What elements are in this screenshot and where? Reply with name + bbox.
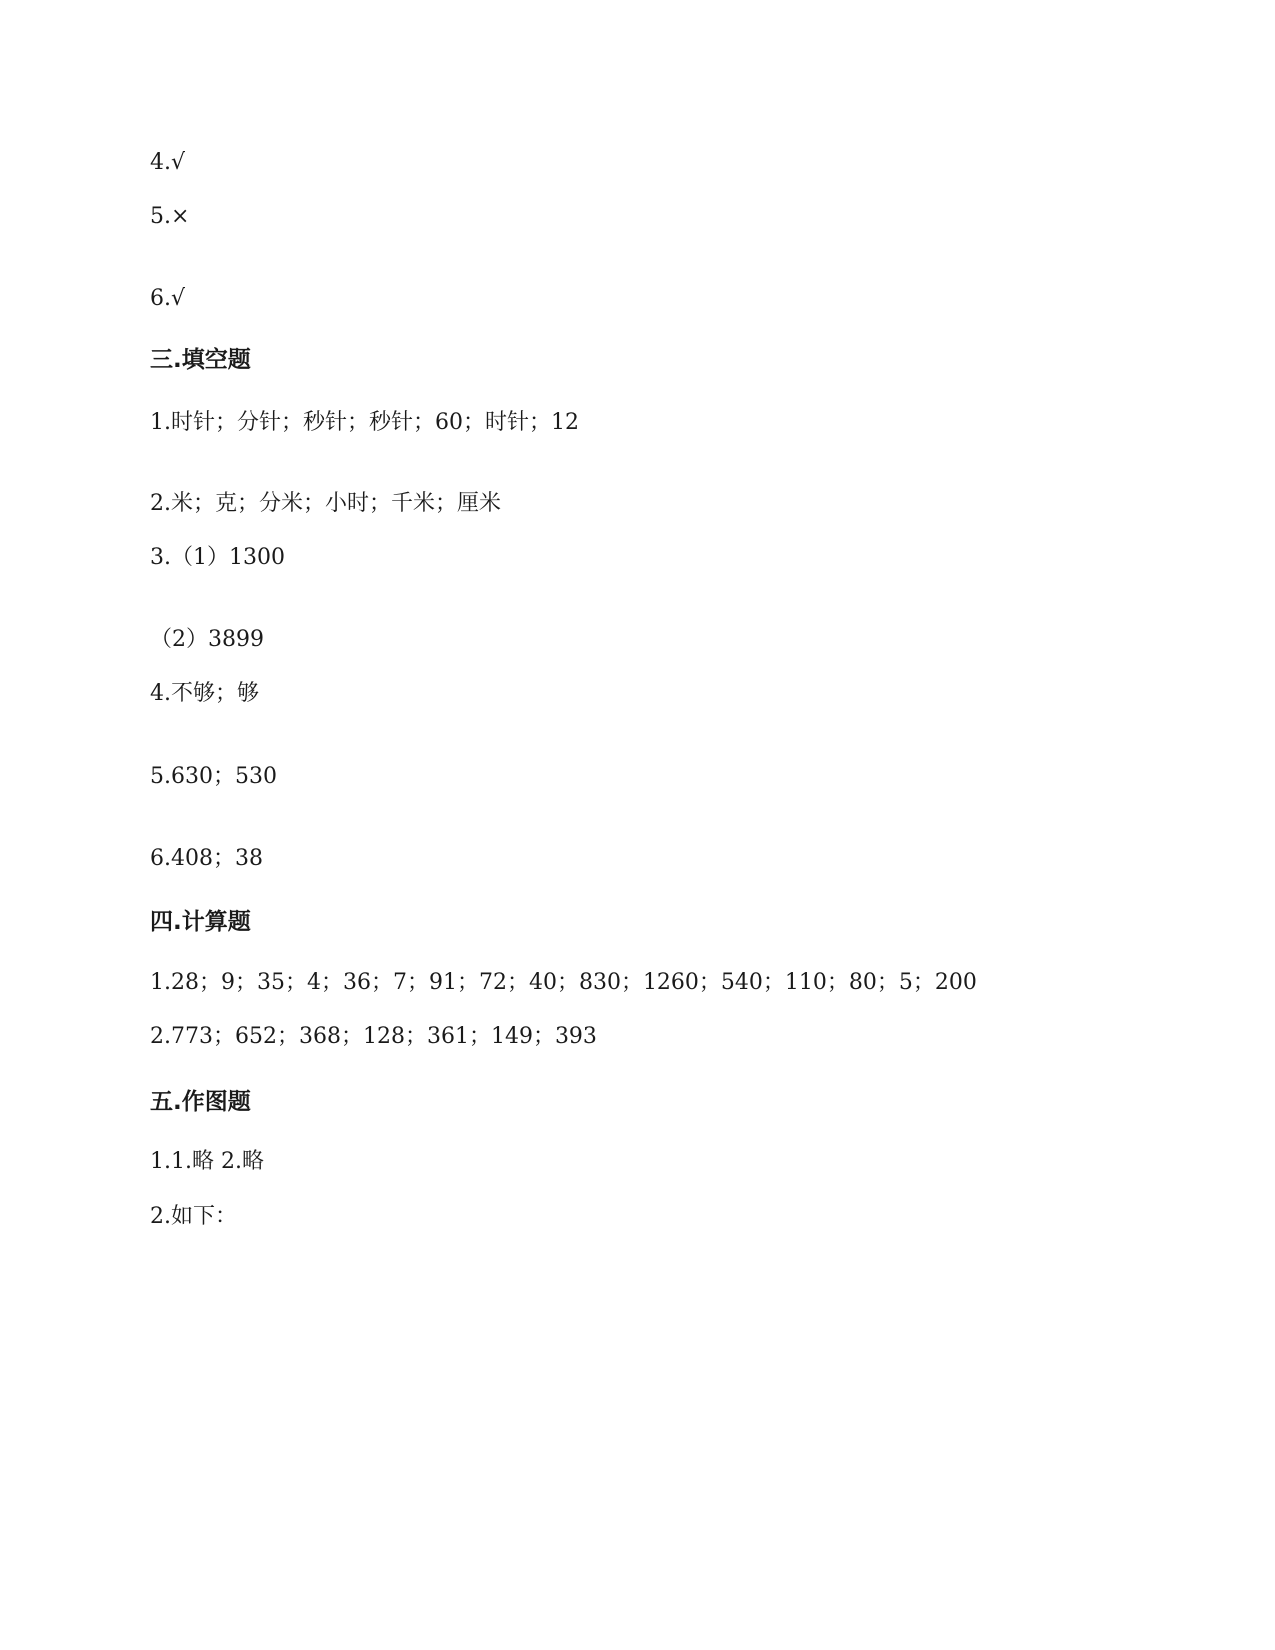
answer-line-2-5: 5.× [150,204,190,229]
answer-line-5-1: 1.1.略 2.略 [150,1149,264,1174]
answer-line-2-4: 4.√ [150,150,186,175]
answer-line-3-3: 3.（1）1300 [150,545,285,570]
answer-line-2-6: 6.√ [150,286,186,311]
section-heading-drawing: 五.作图题 [150,1089,251,1115]
section-heading-fill-blank: 三.填空题 [150,347,251,373]
answer-line-3-4: 4.不够；够 [150,681,259,706]
answer-line-4-2: 2.773；652；368；128；361；149；393 [150,1024,597,1049]
answer-line-3-3b: （2）3899 [150,627,264,652]
section-heading-calculation: 四.计算题 [150,909,251,935]
answer-line-3-2: 2.米；克；分米；小时；千米；厘米 [150,491,501,516]
answer-line-5-2: 2.如下： [150,1204,237,1229]
answer-line-3-1: 1.时针；分针；秒针；秒针；60；时针；12 [150,410,579,435]
answer-line-4-1: 1.28；9；35；4；36；7；91；72；40；830；1260；540；110；80；5；200 [150,970,977,995]
answer-line-3-6: 6.408；38 [150,846,263,871]
answer-line-3-5: 5.630；530 [150,764,277,789]
